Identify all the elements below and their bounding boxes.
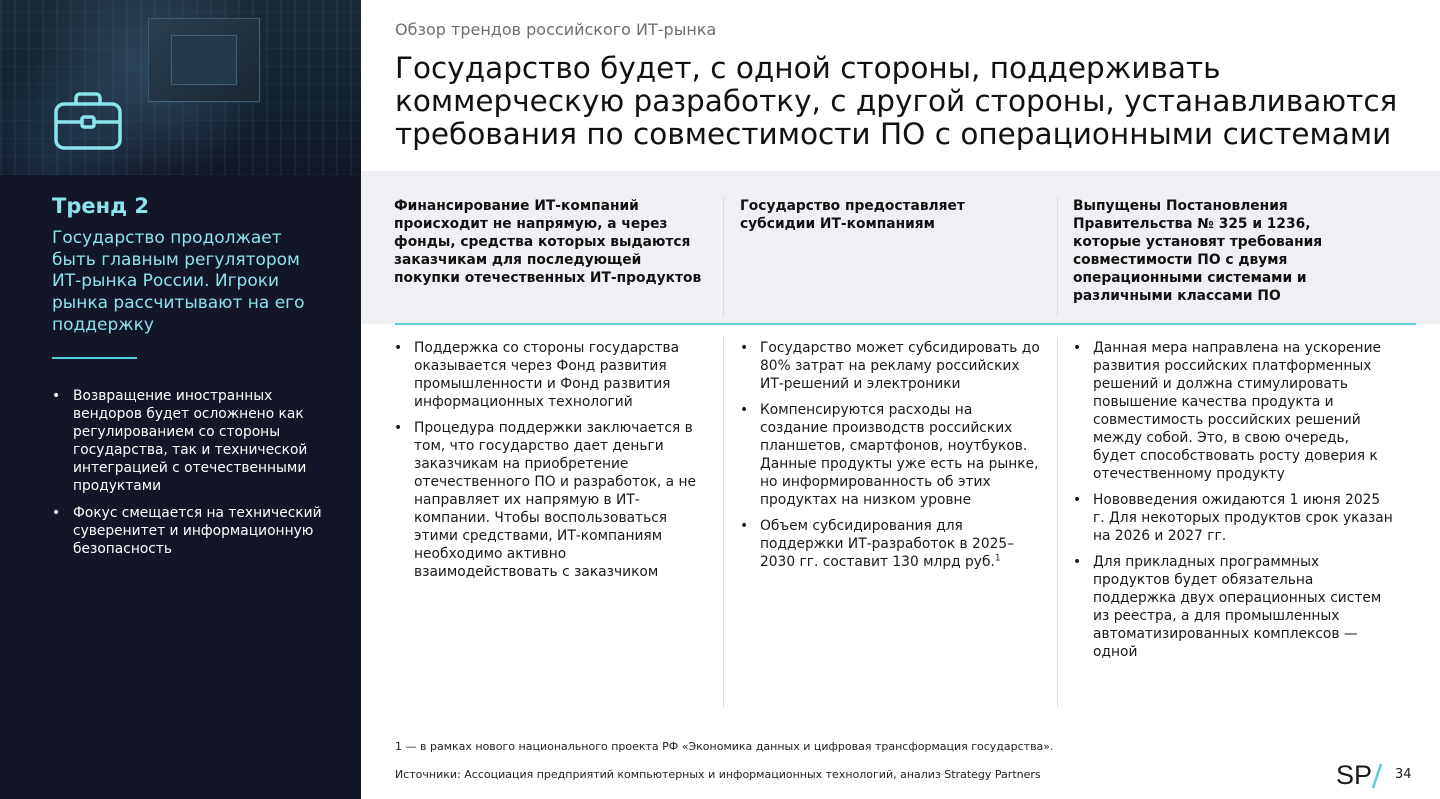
list-item: • Компенсируются расходы на создание производств российских планшетов, смартфонов, ноутбуков. Данные продукты уже есть на рынке, но информированность об этих продуктах на низком уровне [740,401,1040,509]
accent-line [395,323,1416,325]
list-item-text: Объем субсидирования для поддержки ИТ-разработок в 2025–2030 гг. составит 130 млрд руб. [760,518,1015,570]
sidebar-panel [0,0,361,799]
sp-logo [1336,758,1388,790]
list-item: • Процедура поддержки заключается в том, что государство дает деньги заказчикам на приобретение отечественного ПО и разработок, а не направляет их напрямую в ИТ-компании. Чтобы воспользоваться этими средствами, ИТ-компаниям необходимо активно взаимодействовать с заказчиком [394,419,704,581]
footnote-marker: 1 [994,553,1001,564]
trend-description: Государство продолжает быть главным регулятором ИТ-рынка России. Игроки рынка рассчитывают на его поддержку [52,228,305,335]
page-number: 34 [1395,767,1412,782]
column-divider [1057,197,1058,317]
list-item: • Поддержка со стороны государства оказывается через Фонд развития промышленности и Фонд развития информационных технологий [394,339,704,411]
sources-note: Источники: Ассоциация предприятий компьютерных и информационных технологий, анализ Strategy Partners [395,768,1041,781]
column-divider [723,337,724,707]
logo-text: SP [1336,760,1373,790]
sidebar-list [52,387,337,567]
list-item: • Фокус смещается на технический суверенитет и информационную безопасность [52,504,337,558]
briefcase-icon [52,88,124,152]
column-divider [1057,337,1058,707]
footnote: 1 — в рамках нового национального проекта РФ «Экономика данных и цифровая трансформация государства». [395,740,1054,753]
page-subtitle: Обзор трендов российского ИТ-рынка [395,20,717,39]
column-divider [723,197,724,317]
column-1-list [394,339,704,589]
column-heading-1: Финансирование ИТ-компаний происходит не напрямую, а через фонды, средства которых выдаются заказчикам для последующей покупки отечественных ИТ-продуктов [394,198,702,286]
column-2-list [740,339,1040,579]
column-heading-3: Выпущены Постановления Правительства № 325 и 1236, которые установят требования совместимости ПО с двумя операционными системами и различными классами ПО [1073,198,1323,304]
divider [52,357,137,359]
list-item: • Государство может субсидировать до 80% затрат на рекламу российских ИТ-решений и электроники [740,339,1040,393]
chip-graphic [148,18,260,102]
column-heading-2: Государство предоставляет субсидии ИТ-компаниям [740,198,965,232]
list-item: • Данная мера направлена на ускорение развития российских платформенных решений и должна стимулировать повышение качества продукта и совместимость российских решений между собой. Это, в свою очередь, будет способствовать росту доверия к отечественному продукту [1073,339,1393,483]
list-item [740,517,1040,571]
list-item: • Нововведения ожидаются 1 июня 2025 г. Для некоторых продуктов срок указан на 2026 и 2027 гг. [1073,491,1393,545]
page-title: Государство будет, с одной стороны, поддерживать коммерческую разработку, с другой стороны, устанавливаются требования по совместимости ПО с операционными системами [395,51,1398,151]
list-item: • Для прикладных программных продуктов будет обязательна поддержка двух операционных систем из реестра, а для промышленных автоматизированных комплексов — одной [1073,553,1393,661]
column-3-list [1073,339,1393,669]
trend-title: Тренд 2 [52,194,149,218]
list-item: • Возвращение иностранных вендоров будет осложнено как регулированием со стороны государства, так и технической интеграцией с отечественными продуктами [52,387,337,495]
